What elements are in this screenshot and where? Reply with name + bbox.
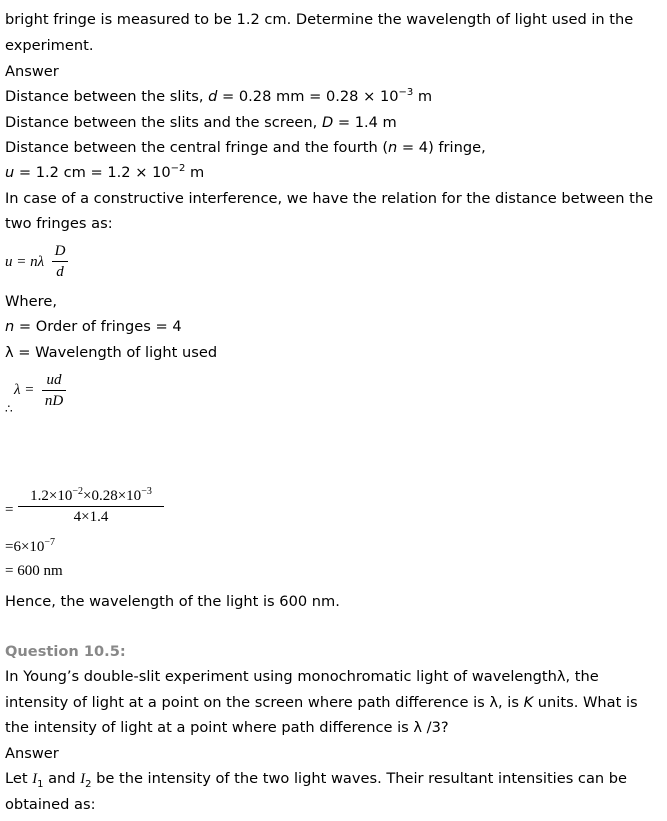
- screen-distance-line: Distance between the slits and the screen, D = 1.4 m: [5, 114, 397, 131]
- lambda-definition: λ = Wavelength of light used: [5, 344, 218, 361]
- n-definition: n = Order of fringes = 4: [5, 318, 182, 335]
- text-line: two fringes as:: [5, 215, 113, 232]
- text-line: experiment.: [5, 37, 94, 54]
- question-text: the intensity of light at a point where path difference is λ /3?: [5, 719, 449, 736]
- conclusion-line: Hence, the wavelength of the light is 600 nm.: [5, 593, 340, 610]
- equation-lambda-lhs: λ =: [14, 382, 35, 398]
- fringe-distance-line: Distance between the central fringe and the fourth (n = 4) fringe,: [5, 139, 486, 156]
- text-line: In case of a constructive interference, we have the relation for the distance between the: [5, 190, 654, 207]
- text-line: obtained as:: [5, 796, 96, 813]
- equation-result-scientific: $=6\times 10^{-7}$: [5, 537, 56, 555]
- equation-equals: =: [5, 502, 14, 518]
- intensity-line: Let $I_1$ and $I_2$ be the intensity of the two light waves. Their resultant intensities can be: [5, 770, 628, 790]
- where-label: Where,: [5, 293, 57, 310]
- question-heading: Question 10.5:: [5, 643, 126, 660]
- equation-result-nm: = 600 nm: [5, 563, 63, 579]
- answer-label: Answer: [5, 63, 59, 80]
- u-value-line: u = 1.2 cm = $1.2 \times 10^{-2}$ m: [5, 163, 205, 181]
- equation-u-lhs: u = nλ: [5, 254, 45, 270]
- answer-label: Answer: [5, 745, 59, 762]
- text-line: bright fringe is measured to be 1.2 cm. Determine the wavelength of light used in the: [5, 11, 634, 28]
- equation-lambda-fraction: ud nD: [42, 371, 66, 410]
- question-text: intensity of light at a point on the screen where path difference is λ, is K units. What is: [5, 694, 638, 711]
- equation-u-fraction: D d: [52, 242, 68, 281]
- equation-substitution-fraction: $1.2\times 10^{-2}\times 0.28\times 10^{-3}$ 4×1.4: [18, 487, 164, 526]
- therefore-symbol: ∴: [5, 402, 13, 416]
- question-text: In Young’s double-slit experiment using monochromatic light of wavelengthλ, the: [5, 668, 599, 685]
- slit-distance-line: Distance between the slits, d = 0.28 mm = $0.28 \times 10^{-3}$ m: [5, 87, 433, 105]
